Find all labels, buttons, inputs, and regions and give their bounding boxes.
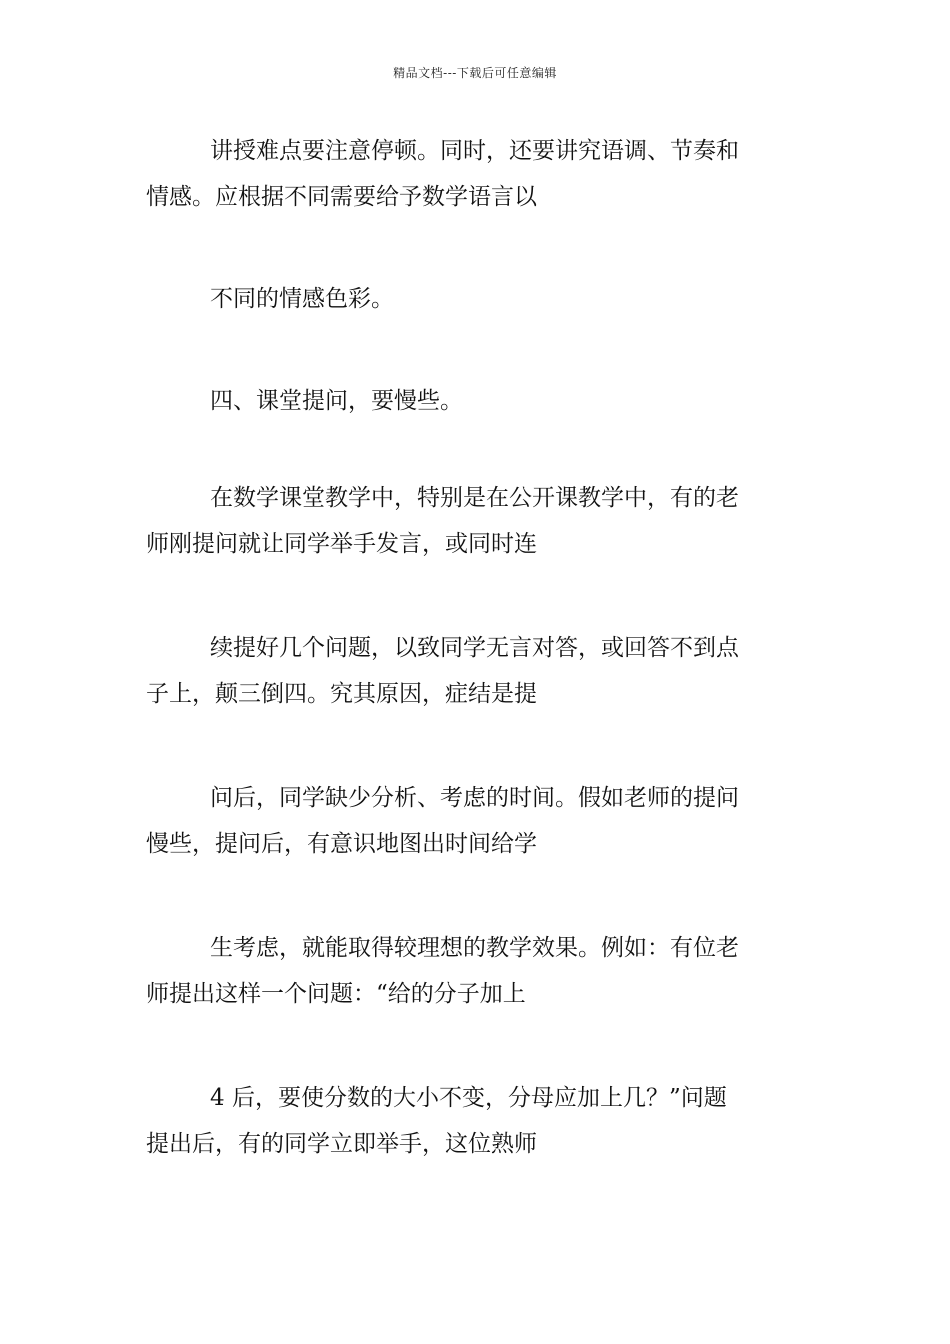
paragraph-line: 在数学课堂教学中，特别是在公开课教学中，有的老 [210, 485, 739, 511]
paragraph [146, 475, 806, 567]
paragraph-line: 师提出这样一个问题：“给的分子加上 [146, 981, 526, 1007]
paragraph-line: 问后，同学缺少分析、考虑的时间。假如老师的提问 [210, 785, 739, 811]
paragraph-line: 4 后，要使分数的大小不变，分母应加上几？”问题 [210, 1085, 727, 1111]
paragraph-line: 子上，颠三倒四。究其原因，症结是提 [146, 681, 537, 707]
paragraph [146, 128, 806, 220]
paragraph-line: 师刚提问就让同学举手发言，或同时连 [146, 531, 537, 557]
paragraph-line: 续提好几个问题，以致同学无言对答，或回答不到点 [210, 635, 739, 661]
paragraph-line: 讲授难点要注意停顿。同时，还要讲究语调、节奏和 [210, 138, 739, 164]
paragraph [146, 775, 806, 867]
heading-text: 四、课堂提问，要慢些。 [210, 388, 463, 414]
paragraph [146, 925, 806, 1017]
page-header: 精品文档---下载后可任意编辑 [393, 66, 557, 80]
paragraph-line: 情感。应根据不同需要给予数学语言以 [146, 184, 537, 210]
paragraph [146, 625, 806, 717]
paragraph-line: 不同的情感色彩。 [210, 286, 394, 312]
paragraph-line: 生考虑，就能取得较理想的教学效果。例如：有位老 [210, 935, 739, 961]
section-heading [146, 378, 806, 424]
paragraph [146, 1075, 806, 1167]
paragraph [146, 276, 806, 322]
paragraph-line: 慢些，提问后，有意识地图出时间给学 [146, 831, 537, 857]
paragraph-line: 提出后，有的同学立即举手，这位熟师 [146, 1131, 537, 1157]
